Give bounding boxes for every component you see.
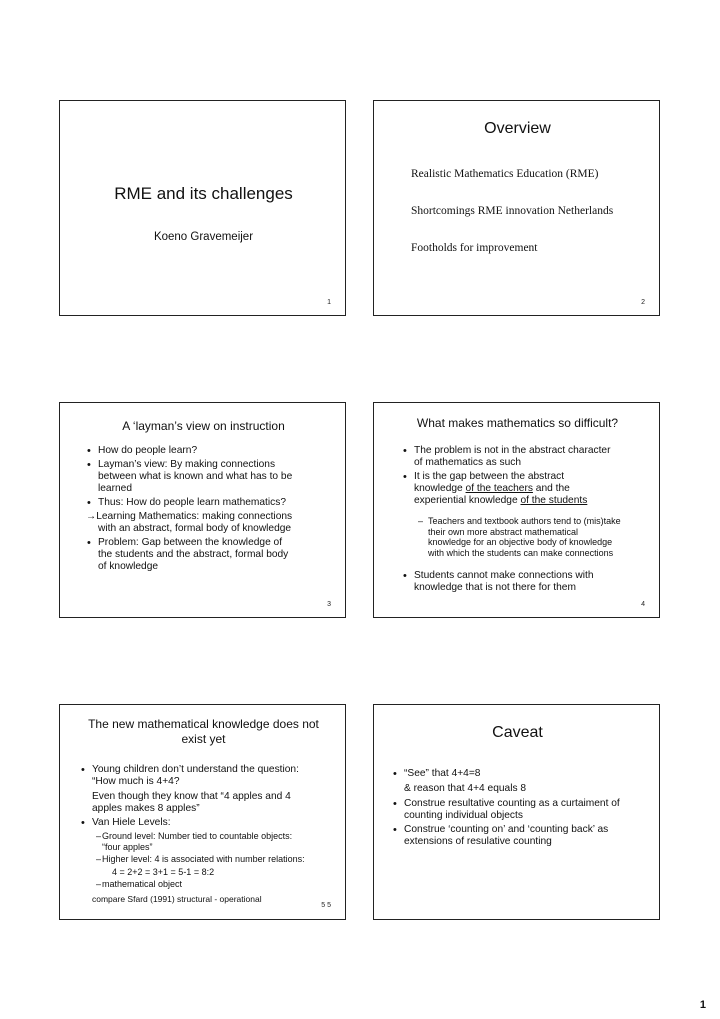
slide-2-item-2: Shortcomings RME innovation Netherlands: [411, 205, 614, 217]
slide-3-number: 3: [327, 601, 331, 608]
slide-6-bullets: [392, 768, 658, 850]
slide-4-title: What makes mathematics so difficult?: [416, 416, 619, 430]
slide-5-bullets: [80, 764, 344, 892]
slide-4-bullets: [402, 445, 658, 596]
slide-4-bullet-2: • It is the gap between the abstract knowledge of the teachers and the experiential knowledge of the students: [402, 471, 658, 507]
slide-3-bullet-1: • How do people learn?: [86, 445, 344, 457]
arrow-icon: →: [86, 511, 97, 522]
slide-3-arrow-item: →Learning Mathematics: making connections with an abstract, formal body of knowledge: [86, 511, 293, 534]
slide-5-note: compare Sfard (1991) structural - operational: [92, 894, 262, 904]
page-number: 1: [699, 999, 706, 1011]
slide-2-item-1: Realistic Mathematics Education (RME): [411, 168, 599, 180]
slide-5-bullet-2: • Van Hiele Levels:: [80, 817, 344, 829]
slide-5-title: The new mathematical knowledge does not exist yet: [88, 717, 319, 746]
slide-2: [373, 100, 660, 316]
slide-2-title: Overview: [484, 120, 551, 137]
slide-1-title: RME and its challenges: [114, 184, 293, 203]
slide-5-sub-3: – mathematical object: [80, 879, 344, 890]
slide-3-bullet-4: • Problem: Gap between the knowledge of the students and the abstract, formal body of knowledge: [86, 537, 344, 573]
slide-2-item-3: Footholds for improvement: [411, 242, 538, 254]
slide-6-continuation: & reason that 4+4 equals 8: [404, 783, 527, 794]
slide-3: [59, 402, 346, 618]
slide-5-sub-1: – Ground level: Number tied to countable objects: “four apples”: [80, 831, 344, 852]
slide-5-bullet-1: • Young children don’t understand the question: “How much is 4+4?: [80, 764, 344, 788]
slide-1-number: 1: [327, 299, 331, 306]
slide-4-sub-1: – Teachers and textbook authors tend to (mis)take their own more abstract mathematical knowledge for an objective body of knowledge with which the students can make connections: [402, 516, 658, 558]
slide-6-bullet-2: • Construe resultative counting as a curtaiment of counting individual objects: [392, 798, 658, 822]
slide-4-bullet-1: • The problem is not in the abstract character of mathematics as such: [402, 445, 658, 469]
slide-6-bullet-3: • Construe ‘counting on’ and ‘counting back’ as extensions of resulative counting: [392, 824, 658, 848]
slide-4-number: 4: [641, 601, 645, 608]
slide-5-continuation: Even though they know that “4 apples and 4 apples makes 8 apples”: [92, 791, 291, 814]
slide-3-title: A ‘layman’s view on instruction: [122, 419, 285, 433]
slide-5-number: 5 5: [321, 902, 331, 909]
slide-6-bullet-1: • “See” that 4+4=8: [392, 768, 658, 780]
slide-1-author: Koeno Gravemeijer: [153, 231, 254, 243]
slide-3-bullet-2: • Layman’s view: By making connections between what is known and what has to be learned: [86, 459, 344, 495]
slide-3-bullets: [86, 445, 344, 575]
slide-5: [59, 704, 346, 920]
slide-5-sub-2-cont: 4 = 2+2 = 3+1 = 5-1 = 8:2: [112, 866, 215, 877]
slide-6: [373, 704, 660, 920]
slide-4: [373, 402, 660, 618]
slide-6-title: Caveat: [492, 724, 543, 741]
slide-3-bullet-3: • Thus: How do people learn mathematics?: [86, 497, 344, 509]
slide-4-bullet-3: • Students cannot make connections with knowledge that is not there for them: [402, 570, 658, 594]
slide-2-number: 2: [641, 299, 645, 306]
slide-5-sub-2: – Higher level: 4 is associated with number relations:: [80, 854, 344, 865]
slide-1: [59, 100, 346, 316]
